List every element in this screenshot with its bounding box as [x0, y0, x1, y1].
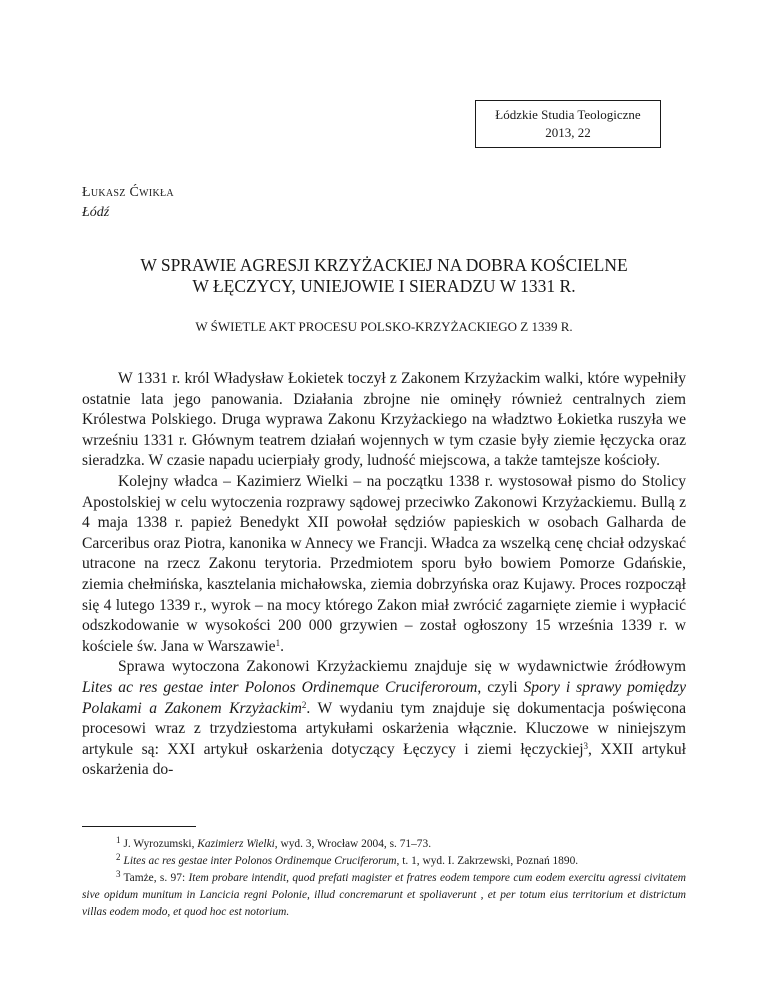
title-line-1: W SPRAWIE AGRESJI KRZYŻACKIEJ NA DOBRA KOŚCIELNE: [140, 255, 628, 275]
footnote-ref-2[interactable]: 2: [301, 699, 307, 710]
footnote-1-number: 1: [116, 835, 121, 845]
footnote-1-author: J. Wyrozumski,: [123, 838, 198, 850]
paragraph-2: [82, 472, 686, 657]
footnote-ref-3[interactable]: 3: [583, 740, 589, 751]
article-title: [82, 255, 686, 297]
title-line-2: W ŁĘCZYCY, UNIEJOWIE I SIERADZU W 1331 R.: [192, 276, 576, 296]
paragraph-3-text-a: Sprawa wytoczona Zakonowi Krzyżackiemu znajduje się w wydawnictwie źródłowym: [118, 658, 686, 676]
article-subtitle: W ŚWIETLE AKT PROCESU POLSKO-KRZYŻACKIEGO Z 1339 R.: [195, 319, 573, 334]
author-name: Łukasz Ćwikła: [82, 185, 174, 200]
article-body: [82, 369, 686, 781]
paragraph-3-italic-title: Lites ac res gestae inter Polonos Ordinemque Cruciferoroum: [82, 678, 478, 696]
footnote-3-number: 3: [116, 869, 121, 879]
footnote-1-details: , wyd. 3, Wrocław 2004, s. 71–73.: [274, 838, 432, 850]
footnote-3-quote: Item probare intendit, quod prefati magister et fratres eodem tempore cum eodem exercitu agressi civitatem sive opidum munitum in Lancicia regni Polonie, illud concremarunt et spoliaverunt , et per totum eius territorium et districtum villas eodem modo, et quod hoc est notorium.: [82, 872, 686, 918]
footnote-3-reference: Tamże, s. 97:: [123, 872, 189, 884]
paragraph-3-text-c: . W wydaniu tym znajduje się dokumentacja poświęcona procesowi wraz z trzydziestoma artykułami oskarżenia włącznie. Kluczowe w niniejszym artykule są: XXI artykuł oskarżenia dotyczący Łęczycy i ziemi łęczyckiej: [82, 699, 686, 758]
paragraph-3: [82, 657, 686, 781]
journal-name: Łódzkie Studia Teologiczne: [495, 107, 641, 122]
footnotes: [82, 836, 686, 921]
footnote-1: [82, 836, 686, 853]
journal-issue: 2013, 22: [545, 125, 591, 140]
footnote-1-title: Kazimierz Wielki: [197, 838, 275, 850]
paragraph-3-italic-translation: Spory i sprawy pomiędzy Polakami a Zakonem Krzyżackim: [82, 678, 687, 717]
author-place: Łódź: [82, 205, 110, 220]
footnote-3: [82, 870, 686, 921]
journal-info-box: [475, 100, 661, 148]
paragraph-1: W 1331 r. król Władysław Łokietek toczył z Zakonem Krzyżackim walki, które wypełniły ostatnie lata jego panowania. Działania zbrojne nie ominęły również centralnych ziem Królestwa Polskiego. Druga wyprawa Zakonu Krzyżackiego na władztwo Łokietka ruszyła we wrześniu 1331 r. Głównym teatrem działań wojennych w tym czasie były ziemie łęczycka oraz sieradzka. W czasie napadu ucierpiały grody, ludność miejscowa, a także tamtejsze kościoły.: [82, 370, 686, 470]
footnote-separator: [82, 826, 196, 827]
footnote-ref-1[interactable]: 1: [275, 637, 281, 648]
footnote-2-title: Lites ac res gestae inter Polonos Ordinemque Cruciferorum: [123, 855, 397, 867]
footnote-2-details: , t. 1, wyd. I. Zakrzewski, Poznań 1890.: [396, 855, 579, 867]
footnote-2: [82, 853, 686, 870]
paragraph-2-end: .: [280, 637, 285, 655]
paragraph-2-text: Kolejny władca – Kazimierz Wielki – na początku 1338 r. wystosował pismo do Stolicy Apostolskiej w celu wytoczenia rozprawy sądowej przeciwko Zakonowi Krzyżackiemu. Bullą z 4 maja 1338 r. papież Benedykt XII powołał sędziów papieskich w osobach Galharda de Carceribus oraz Piotra, kanonika w Annecy we Francji. Władca za wszelką cenę chciał odzyskać utracone na rzecz Zakonu terytoria. Przedmiotem sporu było bowiem Pomorze Gdańskie, ziemia chełmińska, kasztelania michałowska, ziemia dobrzyńska oraz Kujawy. Proces rozpoczął się 4 lutego 1339 r., wyrok – na mocy którego Zakon miał zwrócić zagarnięte ziemie i wypłacić odszkodowanie w wysokości 200 000 grzywien – został ogłoszony 15 września 1339 r. w kościele św. Jana w Warszawie: [82, 472, 686, 655]
paragraph-3-text-d: , XXII artykuł oskarżenia do-: [82, 740, 686, 779]
author-block: [82, 183, 174, 223]
footnote-2-number: 2: [116, 852, 121, 862]
paragraph-3-text-b: , czyli: [477, 678, 524, 696]
